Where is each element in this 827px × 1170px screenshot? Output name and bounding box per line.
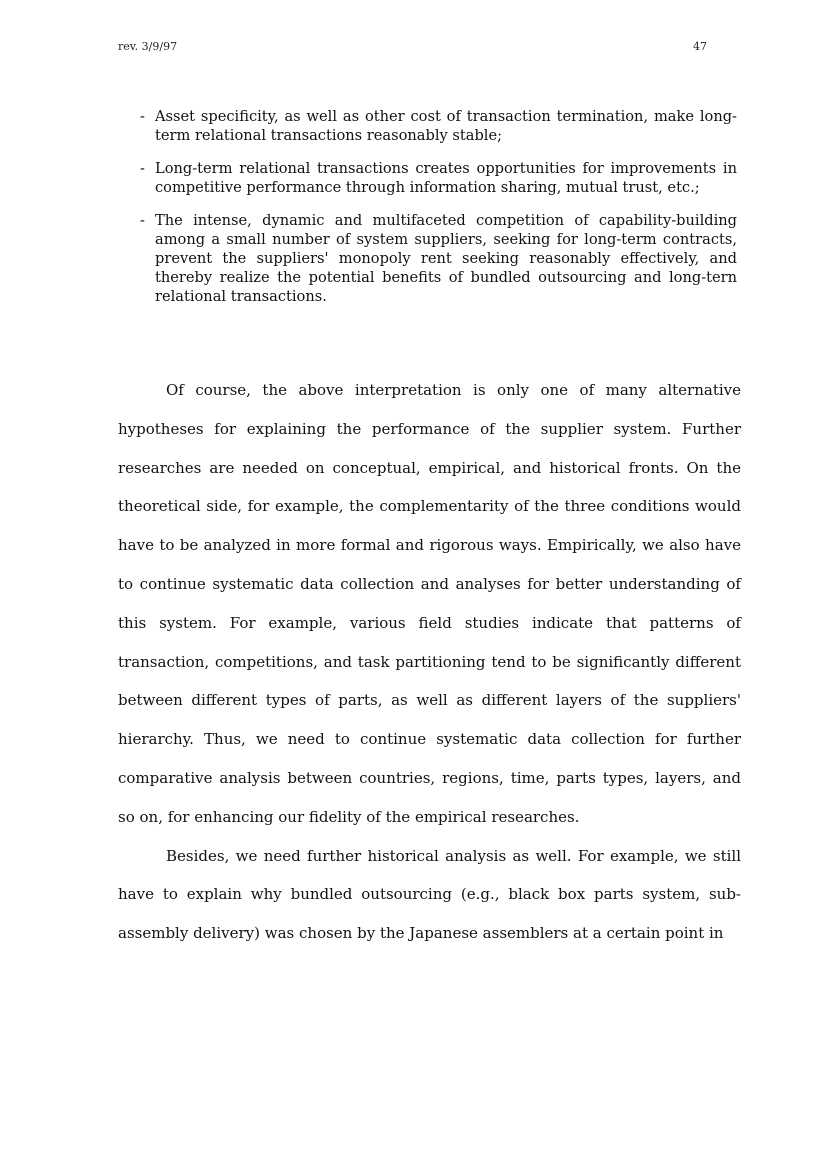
page-header	[118, 40, 707, 53]
bullet-marker: -	[140, 212, 145, 229]
bullet-text: Long-term relational transactions creates opportunities for improvements in competitive performance through information sharing, mutual trust, etc.;	[155, 160, 737, 196]
bullet-text: Asset specificity, as well as other cost of transaction termination, make long-term relational transactions reasonably stable;	[155, 108, 737, 144]
list-item	[140, 159, 737, 197]
bullet-marker: -	[140, 108, 145, 125]
paragraph: Of course, the above interpretation is only one of many alternative hypotheses for explaining the performance of the supplier system. Further researches are needed on conceptual, empirical, and historical fronts. On the theoretical side, for example, the complementarity of the three conditions would have to be analyzed in more formal and rigorous ways. Empirically, we also have to continue systematic data collection and analyses for better understanding of this system. For example, various field studies indicate that patterns of transaction, competitions, and task partitioning tend to be significantly different between different types of parts, as well as different layers of the suppliers' hierarchy. Thus, we need to continue systematic data collection for further comparative analysis between countries, regions, time, parts types, layers, and so on, for enhancing our fidelity of the empirical researches.	[118, 381, 741, 826]
bullet-text: The intense, dynamic and multifaceted competition of capability-building among a small number of system suppliers, seeking for long-term contracts, prevent the suppliers' monopoly rent seeking reasonably effectively, and thereby realize the potential benefits of bundled outsourcing and long-tern relational transactions.	[155, 212, 737, 305]
body-text	[118, 371, 741, 953]
list-item	[140, 107, 737, 145]
list-item	[140, 211, 737, 306]
revision-date: rev. 3/9/97	[118, 40, 178, 53]
bullet-list	[140, 107, 737, 320]
page-number: 47	[693, 40, 707, 53]
bullet-marker: -	[140, 160, 145, 177]
paragraph: Besides, we need further historical analysis as well. For example, we still have to explain why bundled outsourcing (e.g., black box parts system, sub-assembly delivery) was chosen by the Japanese assemblers at a certain point in	[118, 846, 741, 943]
